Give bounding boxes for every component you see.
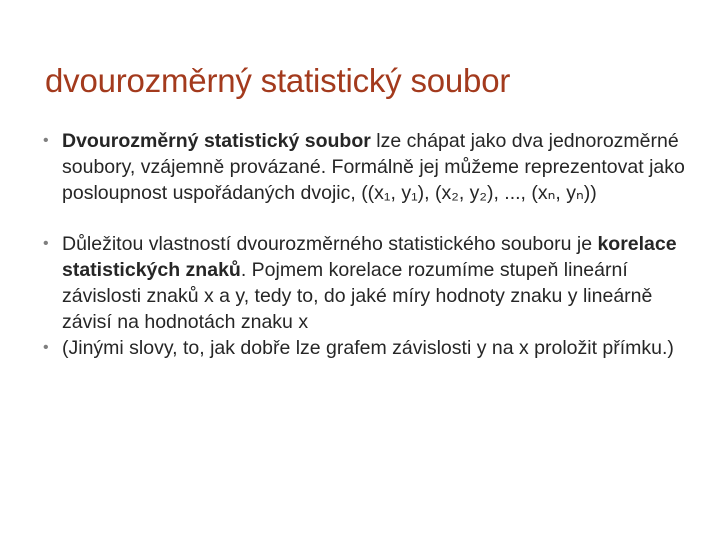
bullet-marker: • [43, 235, 49, 252]
correlation-text-start: Důležitou vlastností dvourozměrného statistického souboru je [62, 233, 598, 255]
definition-text: lze chápat jako dva jednorozměrné soubory, vzájemně provázané. Formálně jej můžeme reprezentovat jako posloupnost uspořádaných dvojic, ((x₁, y₁), (x₂, y₂), ..., (xₙ, yₙ)) [62, 130, 685, 204]
bullet-list [40, 128, 705, 361]
bullet-marker: • [43, 132, 49, 149]
bullet-definition [40, 128, 705, 206]
correlation-text-end: . Pojmem korelace rozumíme stupeň lineární závislosti znaků x a y, tedy to, do jaké míry hodnoty znaku y lineárně závisí na hodnotách znaku x [62, 259, 653, 333]
bullet-explanation [40, 335, 705, 361]
bullet-correlation [40, 231, 705, 335]
bullet-marker: • [43, 339, 49, 356]
slide-title: dvourozměrný statistický soubor [45, 62, 511, 99]
bold-term-correlation: korelace statistických znaků [62, 233, 677, 281]
explanation-text: (Jinými slovy, to, jak dobře lze grafem závislosti y na x proložit přímku.) [62, 337, 674, 359]
bold-term-definition: Dvourozměrný statistický soubor [62, 130, 371, 152]
